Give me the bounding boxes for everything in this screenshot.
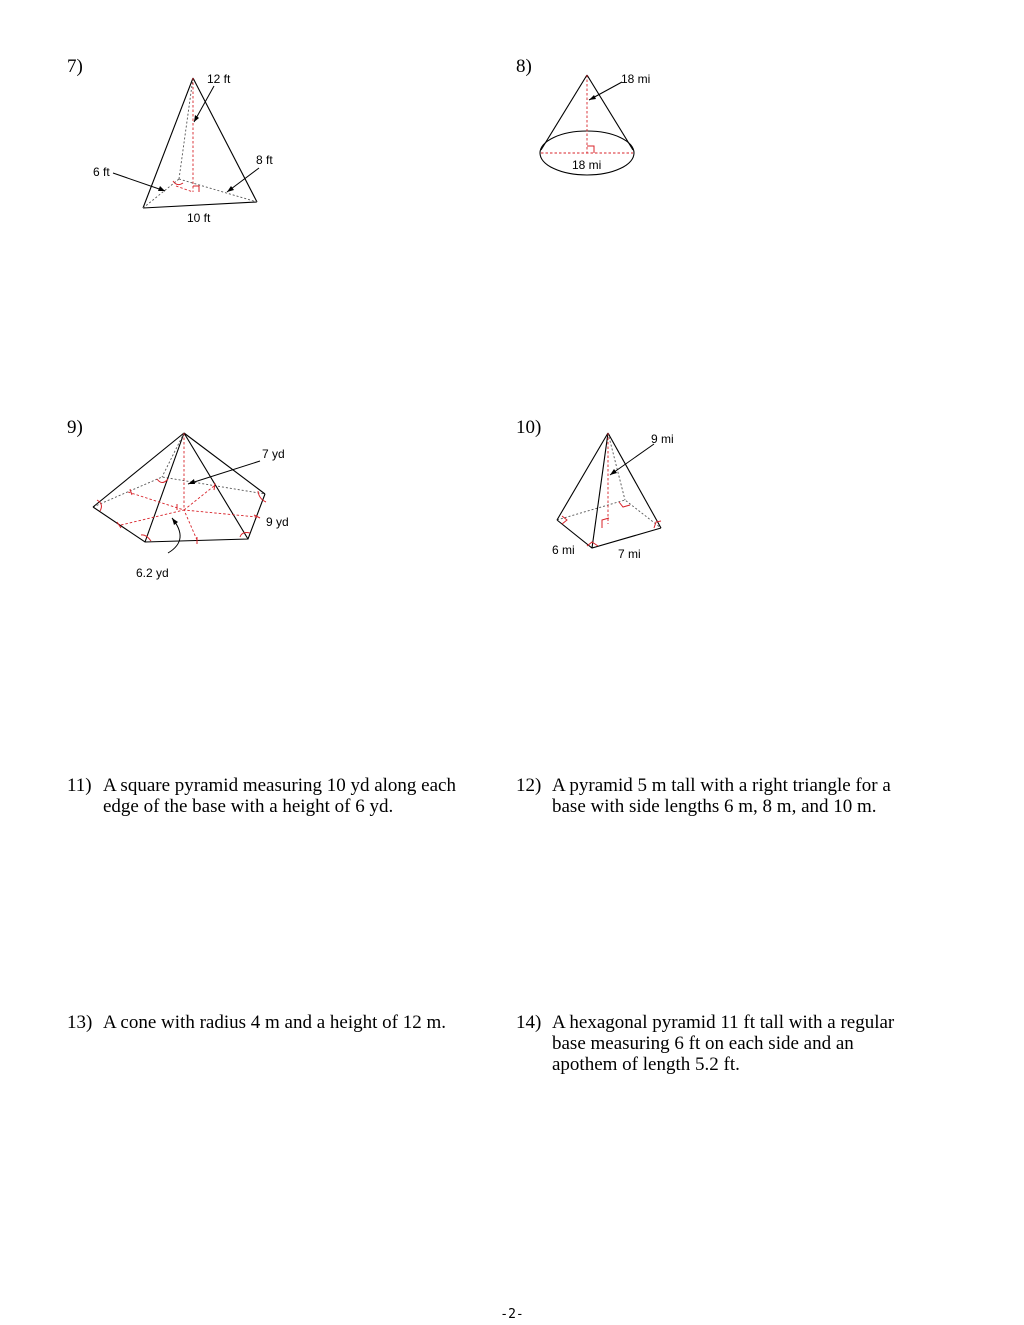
fig7-left-arrow [113,173,165,191]
fig7-height-label: 12 ft [207,72,231,86]
fig7-base-front [143,202,257,208]
problem-13-line-1: A cone with radius 4 m and a height of 12 m. [103,1012,446,1033]
fig9-arc-1 [97,500,101,511]
problem-14-line-3: apothem of length 5.2 ft. [552,1054,740,1075]
fig10-height-label: 9 mi [651,432,674,446]
figure-9-pentagonal-pyramid [93,433,289,580]
fig8-diameter-label: 18 mi [572,158,602,172]
fig7-right-angle-marker [193,186,199,192]
problem-14-line-1: A hexagonal pyramid 11 ft tall with a regular [552,1012,895,1033]
fig9-height-arrowhead [188,479,195,484]
figure-10-rectangular-pyramid [552,432,674,561]
fig9-base-front [93,494,265,542]
fig9-tick-1 [130,489,132,495]
fig10-edge-2 [592,433,608,548]
fig9-side-label: 9 yd [266,515,289,529]
fig7-left-arrowhead [158,186,165,191]
fig9-height-arrow [188,461,260,484]
fig9-apothem-2 [128,492,184,510]
fig8-side-left [541,75,587,150]
fig9-apothem-label: 6.2 yd [136,566,169,580]
problem-7-number: 7) [67,56,83,77]
fig7-hidden-base-right [179,179,257,202]
problem-12-line-1: A pyramid 5 m tall with a right triangle for a [552,775,891,796]
fig7-altitude-foot [176,186,193,192]
fig10-base-left-label: 6 mi [552,543,575,557]
problem-14-line-2: base measuring 6 ft on each side and an [552,1033,854,1054]
fig10-base-back [557,500,661,528]
fig7-angle-marker [173,181,183,185]
figure-7-triangular-pyramid [93,72,273,225]
fig9-tick-2 [214,483,215,490]
problem-12-line-2: base with side lengths 6 m, 8 m, and 10 m. [552,796,877,817]
fig8-right-angle-marker [587,146,594,153]
problem-12-number: 12) [516,775,542,796]
fig7-hidden-edge [179,78,193,179]
fig9-edge-hidden [162,433,184,477]
problem-9-number: 9) [67,417,83,438]
fig8-side-right [587,75,633,150]
fig7-edge-right [193,78,257,202]
fig7-right-label: 8 ft [256,153,273,167]
fig7-right-arrowhead [227,186,234,192]
fig9-edge-3 [184,433,248,539]
fig8-height-arrowhead [589,95,596,100]
fig9-apothem-3 [184,486,214,510]
problem-13-number: 13) [67,1012,93,1033]
fig10-height-arrowhead [610,469,617,475]
problem-8-number: 8) [516,56,532,77]
problem-10-number: 10) [516,417,542,438]
fig7-bottom-label: 10 ft [187,211,211,225]
fig9-apothem-4 [184,510,257,517]
fig7-edge-left [143,78,193,208]
figure-8-cone [540,72,650,175]
problem-11-line-2: edge of the base with a height of 6 yd. [103,796,394,817]
fig9-apothem-5 [184,510,197,540]
problem-14-number: 14) [516,1012,542,1033]
fig9-base-back [93,477,265,507]
page-number: -2- [500,1307,524,1322]
fig10-base-right-label: 7 mi [618,547,641,561]
fig10-corner-4 [619,502,630,507]
problem-11-number: 11) [67,775,92,796]
fig10-edge-3 [608,433,661,528]
fig8-height-label: 18 mi [621,72,651,86]
fig7-height-arrowhead [194,115,199,122]
fig9-height-label: 7 yd [262,447,285,461]
fig7-left-label: 6 ft [93,165,110,179]
fig9-apothem-arrowhead [172,518,178,525]
problem-11-line-1: A square pyramid measuring 10 yd along each [103,775,456,796]
